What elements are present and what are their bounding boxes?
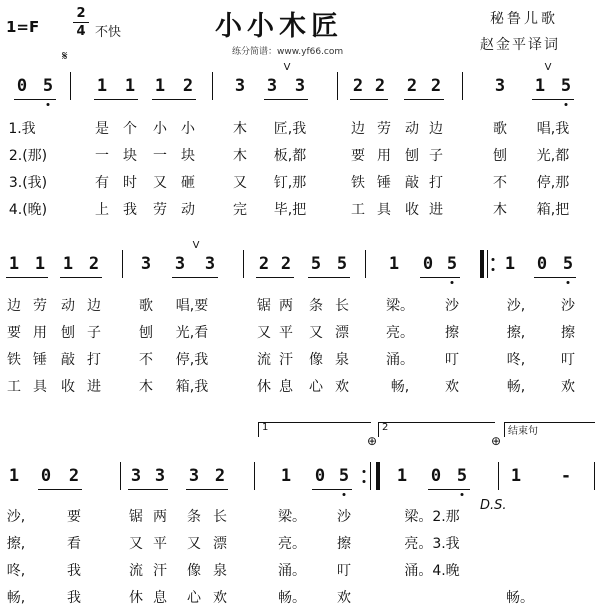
lyric-syllable: 收 [405, 202, 419, 218]
low-octave-dot [567, 281, 570, 284]
note: 3 [234, 76, 246, 96]
lyric-syllable: 边 [87, 298, 101, 314]
beam [186, 489, 228, 490]
lyric-syllable: 流 [129, 563, 143, 579]
lyric-syllable: 休 [129, 590, 143, 606]
volta-label: 2 [382, 422, 389, 433]
barline [212, 72, 213, 100]
lyric-syllable: 叮 [445, 352, 459, 368]
lyric-syllable: 我 [67, 563, 81, 579]
lyric-syllable: 3.(我) [8, 175, 48, 191]
lyric-syllable: 欢 [337, 590, 351, 606]
song-origin: 秘鲁儿歌 [490, 11, 558, 27]
lyric-syllable: 像 [309, 352, 323, 368]
barline [498, 462, 499, 490]
lyric-syllable: 不 [493, 175, 507, 191]
lyric-syllable: 钉,那 [273, 175, 307, 191]
lyric-line [0, 560, 600, 584]
lyric-syllable: 漂 [213, 536, 227, 552]
note: 3 [140, 254, 152, 274]
source-line: 练分简谱：www.yf66.com [232, 47, 344, 57]
lyric-syllable: 个 [123, 121, 137, 137]
lyric-syllable: 停,我 [175, 352, 209, 368]
lyric-syllable: 边 [7, 298, 21, 314]
lyric-syllable: 刨 [405, 148, 419, 164]
note: 3 [294, 76, 306, 96]
low-octave-dot [461, 493, 464, 496]
lyric-syllable: 沙 [561, 298, 575, 314]
lyric-syllable: 时 [123, 175, 137, 191]
lyric-syllable: 两 [279, 298, 293, 314]
note: 2 [280, 254, 292, 274]
lyric-syllable: 畅。 [506, 590, 534, 606]
note: 3 [130, 466, 142, 486]
lyric-syllable: 我 [67, 590, 81, 606]
lyric-syllable: 擦, [6, 536, 26, 552]
note: 2 [258, 254, 270, 274]
lyric-syllable: 沙 [337, 509, 351, 525]
beam [152, 99, 196, 100]
lyric-syllable: 木 [233, 148, 247, 164]
ending-bracket [504, 422, 595, 437]
repeat-dot [492, 268, 495, 271]
lyric-syllable: 具 [377, 202, 391, 218]
lyric-syllable: 歌 [493, 121, 507, 137]
lyric-syllable: 劳 [377, 121, 391, 137]
beam [264, 99, 308, 100]
lyric-syllable: 进 [429, 202, 443, 218]
lyric-syllable: 梁。2.那 [404, 509, 460, 525]
note: 1 [504, 254, 516, 274]
beam [94, 99, 138, 100]
breath-mark: V [283, 62, 291, 73]
lyric-syllable: 沙, [506, 298, 526, 314]
lyric-syllable: 子 [87, 325, 101, 341]
lyric-line [0, 145, 600, 169]
translator-credit: 赵金平译词 [480, 37, 560, 53]
note: 5 [42, 76, 54, 96]
lyric-line [0, 533, 600, 557]
barline [370, 462, 371, 490]
lyric-syllable: 涌。4.晚 [404, 563, 460, 579]
lyric-syllable: 刨 [61, 325, 75, 341]
lyric-syllable: 欢 [445, 379, 459, 395]
lyric-line [0, 587, 600, 611]
lyric-syllable: 畅, [6, 590, 26, 606]
beam [420, 277, 460, 278]
lyric-syllable: 亮。3.我 [404, 536, 460, 552]
lyric-syllable: 锯 [129, 509, 143, 525]
low-octave-dot [343, 493, 346, 496]
lyric-syllable: 擦 [561, 325, 575, 341]
barline [365, 250, 366, 278]
lyric-line [0, 322, 600, 346]
lyric-syllable: 要 [67, 509, 81, 525]
lyric-line [0, 172, 600, 196]
beam [6, 277, 48, 278]
barline [122, 250, 123, 278]
lyric-syllable: 工 [7, 379, 21, 395]
barline [594, 462, 595, 490]
lyric-syllable: 具 [33, 379, 47, 395]
time-signature [73, 6, 89, 39]
lyric-syllable: 箱,我 [175, 379, 209, 395]
staff-system-3 [0, 460, 600, 500]
lyric-syllable: 畅。 [278, 590, 306, 606]
coda-sign: ⊕ [490, 434, 502, 448]
lyric-syllable: 敲 [405, 175, 419, 191]
lyric-syllable: 汗 [153, 563, 167, 579]
lyric-syllable: 又 [233, 175, 247, 191]
beam [172, 277, 218, 278]
lyric-syllable: 锤 [33, 352, 47, 368]
key-signature: 1=F [6, 18, 40, 36]
note: 5 [310, 254, 322, 274]
note: 3 [266, 76, 278, 96]
lyric-syllable: 息 [153, 590, 167, 606]
lyric-syllable: 咚, [506, 352, 526, 368]
lyric-syllable: 又 [257, 325, 271, 341]
lyric-syllable: 涌。 [278, 563, 306, 579]
lyric-syllable: 欢 [335, 379, 349, 395]
note: 1 [534, 76, 546, 96]
lyric-syllable: 平 [279, 325, 293, 341]
note: 2 [374, 76, 386, 96]
note: 5 [338, 466, 350, 486]
lyric-syllable: 唱,我 [536, 121, 570, 137]
lyric-syllable: 完 [233, 202, 247, 218]
lyric-syllable: 畅, [390, 379, 410, 395]
beam [256, 277, 294, 278]
lyric-syllable: 1.我 [8, 121, 36, 137]
lyric-syllable: 劳 [33, 298, 47, 314]
lyric-syllable: 锯 [257, 298, 271, 314]
staff-system-1 [0, 62, 600, 110]
lyric-syllable: 锤 [377, 175, 391, 191]
lyric-syllable: 畅, [506, 379, 526, 395]
lyric-syllable: 敲 [61, 352, 75, 368]
lyric-syllable: 小 [181, 121, 195, 137]
lyric-syllable: 板,都 [273, 148, 307, 164]
note: 1 [280, 466, 292, 486]
tempo-marking: 不快 [95, 25, 122, 40]
lyric-syllable: 毕,把 [273, 202, 307, 218]
low-octave-dot [47, 103, 50, 106]
note: 2 [182, 76, 194, 96]
note: 3 [494, 76, 506, 96]
lyric-syllable: 沙, [6, 509, 26, 525]
lyric-syllable: 块 [123, 148, 137, 164]
note: 0 [430, 466, 442, 486]
lyric-syllable: 不 [139, 352, 153, 368]
note: 2 [214, 466, 226, 486]
lyric-syllable: 工 [351, 202, 365, 218]
note: 3 [154, 466, 166, 486]
beam [128, 489, 168, 490]
lyric-syllable: 匠,我 [273, 121, 307, 137]
coda-sign: ⊕ [366, 434, 378, 448]
lyric-syllable: 条 [309, 298, 323, 314]
lyric-syllable: 叮 [337, 563, 351, 579]
barline [254, 462, 255, 490]
lyric-syllable: 两 [153, 509, 167, 525]
note: 0 [16, 76, 28, 96]
note: 1 [62, 254, 74, 274]
staff-system-2 [0, 240, 600, 288]
note: 2 [68, 466, 80, 486]
segno-sign: 𝄋 [62, 49, 68, 64]
lyric-syllable: 一 [153, 148, 167, 164]
lyric-syllable: 光,看 [175, 325, 209, 341]
lyric-syllable: 擦 [445, 325, 459, 341]
lyric-syllable: 要 [7, 325, 21, 341]
note: - [560, 466, 572, 486]
lyric-syllable: 看 [67, 536, 81, 552]
lyric-syllable: 刨 [493, 148, 507, 164]
note: 2 [88, 254, 100, 274]
lyric-line [0, 376, 600, 400]
dal-segno-marking: D.S. [480, 498, 507, 513]
note: 1 [396, 466, 408, 486]
barline [487, 250, 488, 278]
note: 1 [8, 466, 20, 486]
lyric-syllable: 又 [129, 536, 143, 552]
lyric-line [0, 295, 600, 319]
volta-label: 结束句 [508, 426, 538, 437]
beam [534, 277, 576, 278]
note: 2 [406, 76, 418, 96]
repeat-end-barline [376, 462, 380, 490]
low-octave-dot [451, 281, 454, 284]
note: 0 [40, 466, 52, 486]
lyric-syllable: 梁。 [278, 509, 306, 525]
lyric-line [0, 199, 600, 223]
lyric-syllable: 汗 [279, 352, 293, 368]
lyric-syllable: 边 [351, 121, 365, 137]
lyric-syllable: 有 [95, 175, 109, 191]
breath-mark: V [192, 240, 200, 251]
lyric-syllable: 用 [33, 325, 47, 341]
note: 1 [388, 254, 400, 274]
lyric-syllable: 箱,把 [536, 202, 570, 218]
low-octave-dot [565, 103, 568, 106]
lyric-syllable: 木 [139, 379, 153, 395]
lyric-syllable: 子 [429, 148, 443, 164]
volta-2 [378, 422, 495, 437]
beam [312, 489, 352, 490]
beam [532, 99, 574, 100]
note: 1 [34, 254, 46, 274]
note: 3 [174, 254, 186, 274]
lyric-syllable: 2.(那) [8, 148, 48, 164]
lyric-syllable: 动 [181, 202, 195, 218]
lyric-syllable: 打 [87, 352, 101, 368]
lyric-syllable: 亮。 [386, 325, 414, 341]
lyric-syllable: 刨 [139, 325, 153, 341]
note: 3 [188, 466, 200, 486]
beam [308, 277, 350, 278]
lyric-syllable: 用 [377, 148, 391, 164]
note: 2 [352, 76, 364, 96]
meter-numerator: 2 [76, 6, 86, 21]
note: 1 [124, 76, 136, 96]
lyric-syllable: 叮 [561, 352, 575, 368]
lyric-syllable: 是 [95, 121, 109, 137]
beam [350, 99, 388, 100]
lyric-syllable: 进 [87, 379, 101, 395]
lyric-syllable: 铁 [7, 352, 21, 368]
note: 5 [446, 254, 458, 274]
beam [428, 489, 470, 490]
lyric-syllable: 息 [279, 379, 293, 395]
beam [404, 99, 444, 100]
barline [70, 72, 71, 100]
lyric-syllable: 上 [95, 202, 109, 218]
beam [38, 489, 82, 490]
lyric-syllable: 小 [153, 121, 167, 137]
breath-mark: V [544, 62, 552, 73]
lyric-syllable: 漂 [335, 325, 349, 341]
lyric-syllable: 木 [233, 121, 247, 137]
lyric-syllable: 心 [309, 379, 323, 395]
lyric-syllable: 歌 [139, 298, 153, 314]
beam [14, 99, 56, 100]
volta-label: 1 [262, 422, 269, 433]
lyric-syllable: 擦, [506, 325, 526, 341]
barline [337, 72, 338, 100]
lyric-syllable: 唱,要 [175, 298, 209, 314]
note: 3 [204, 254, 216, 274]
note: 0 [422, 254, 434, 274]
lyric-syllable: 亮。 [278, 536, 306, 552]
lyric-syllable: 动 [61, 298, 75, 314]
lyric-syllable: 边 [429, 121, 443, 137]
lyric-line [0, 349, 600, 373]
note: 5 [336, 254, 348, 274]
lyric-line [0, 506, 600, 530]
barline [243, 250, 244, 278]
lyric-syllable: 擦 [337, 536, 351, 552]
lyric-syllable: 咚, [6, 563, 26, 579]
lyric-syllable: 沙 [445, 298, 459, 314]
lyric-syllable: 块 [181, 148, 195, 164]
repeat-start-barline [480, 250, 484, 278]
note: 2 [430, 76, 442, 96]
lyric-syllable: 4.(晚) [8, 202, 48, 218]
lyric-syllable: 长 [335, 298, 349, 314]
lyric-syllable: 流 [257, 352, 271, 368]
lyric-syllable: 欢 [561, 379, 575, 395]
lyric-syllable: 劳 [153, 202, 167, 218]
lyric-syllable: 木 [493, 202, 507, 218]
lyric-syllable: 停,那 [536, 175, 570, 191]
lyric-syllable: 梁。 [386, 298, 414, 314]
repeat-dot [363, 480, 366, 483]
lyric-syllable: 涌。 [386, 352, 414, 368]
lyric-syllable: 像 [187, 563, 201, 579]
barline [462, 72, 463, 100]
note: 0 [536, 254, 548, 274]
note: 5 [562, 254, 574, 274]
lyric-syllable: 条 [187, 509, 201, 525]
lyric-syllable: 打 [429, 175, 443, 191]
lyric-syllable: 动 [405, 121, 419, 137]
note: 5 [456, 466, 468, 486]
lyric-syllable: 一 [95, 148, 109, 164]
lyric-syllable: 砸 [181, 175, 195, 191]
lyric-syllable: 泉 [213, 563, 227, 579]
volta-1 [258, 422, 371, 437]
lyric-syllable: 要 [351, 148, 365, 164]
lyric-syllable: 又 [153, 175, 167, 191]
lyric-syllable: 又 [309, 325, 323, 341]
song-title: 小小木匠 [215, 11, 343, 42]
lyric-syllable: 欢 [213, 590, 227, 606]
note: 5 [560, 76, 572, 96]
meter-denominator: 4 [76, 24, 86, 39]
barline [120, 462, 121, 490]
lyric-syllable: 铁 [351, 175, 365, 191]
repeat-dot [363, 470, 366, 473]
lyric-line [0, 118, 600, 142]
lyric-syllable: 长 [213, 509, 227, 525]
lyric-syllable: 光,都 [536, 148, 570, 164]
lyric-syllable: 休 [257, 379, 271, 395]
lyric-syllable: 平 [153, 536, 167, 552]
note: 1 [96, 76, 108, 96]
lyric-syllable: 心 [187, 590, 201, 606]
lyric-syllable: 收 [61, 379, 75, 395]
lyric-syllable: 我 [123, 202, 137, 218]
note: 1 [510, 466, 522, 486]
lyric-syllable: 又 [187, 536, 201, 552]
note: 1 [154, 76, 166, 96]
note: 0 [314, 466, 326, 486]
lyric-syllable: 泉 [335, 352, 349, 368]
beam [60, 277, 102, 278]
repeat-dot [492, 258, 495, 261]
note: 1 [8, 254, 20, 274]
